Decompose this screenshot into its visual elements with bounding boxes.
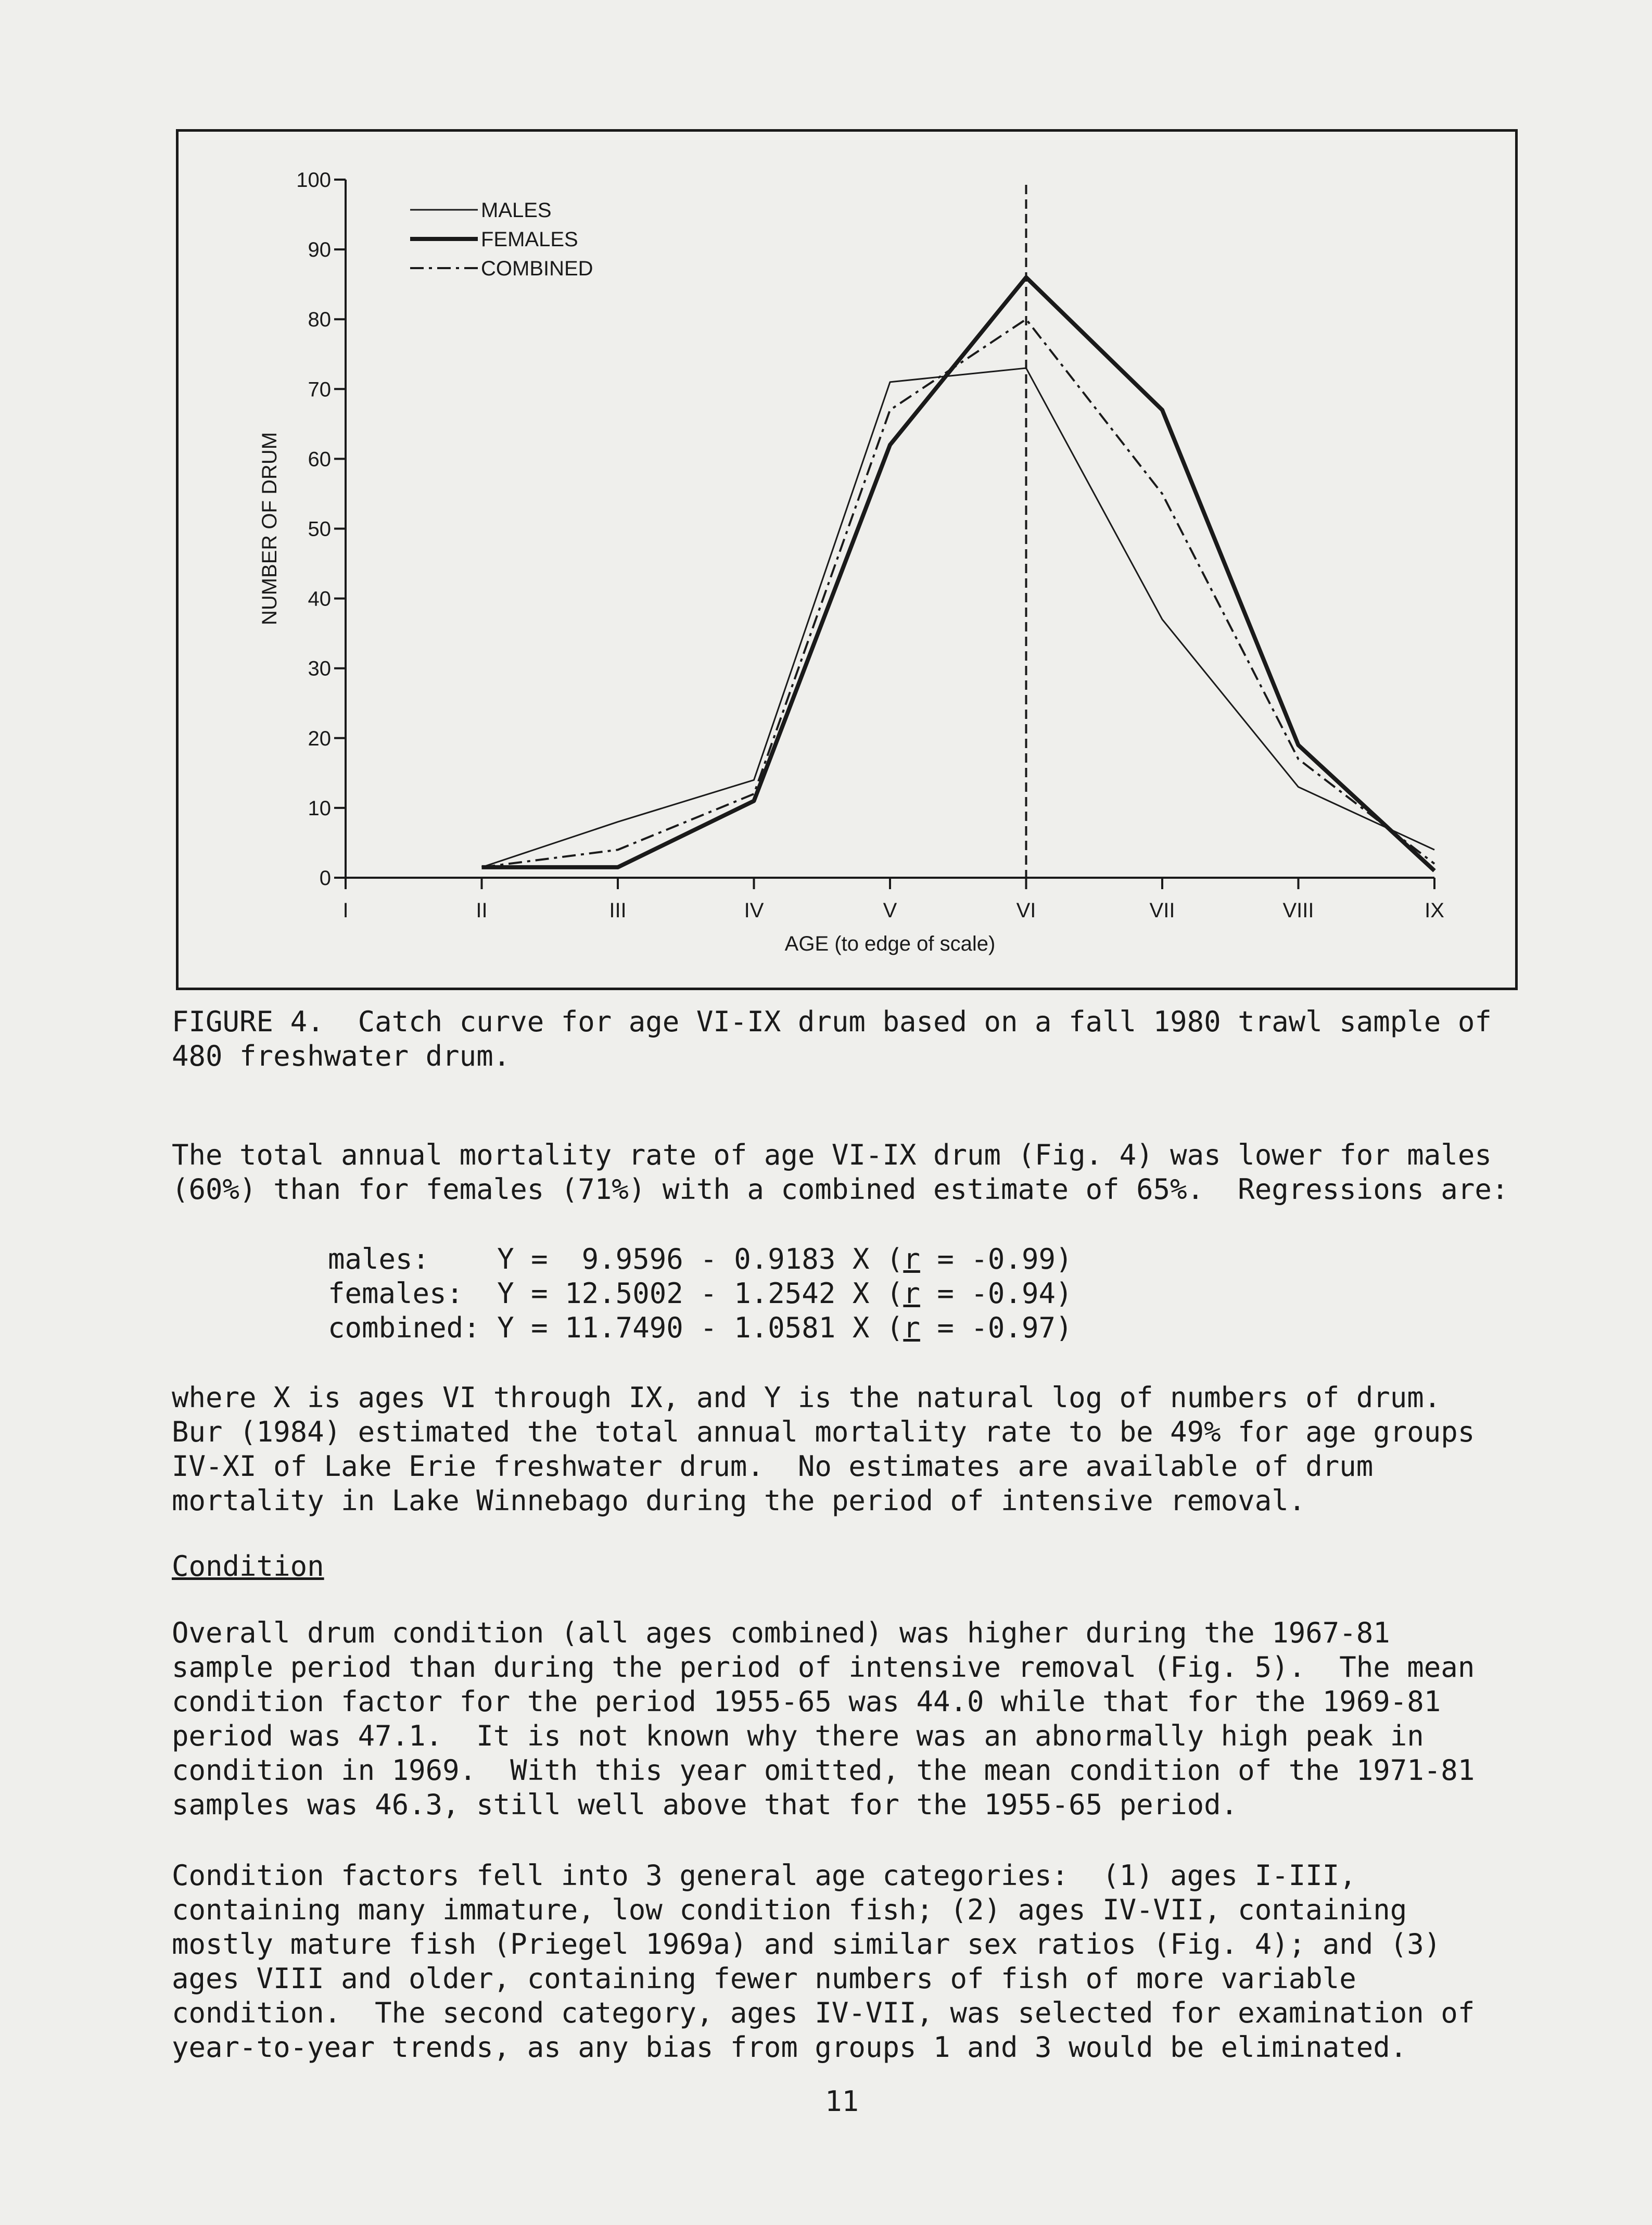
para4-line: year-to-year trends, as any bias from groups 1 and 3 would be eliminated. [172, 2031, 1407, 2064]
equation-label: females: [328, 1277, 498, 1310]
legend-label: FEMALES [481, 228, 578, 251]
caption-line: 480 freshwater drum. [172, 1040, 511, 1072]
equation-row [328, 1242, 1073, 1276]
y-tick-label: 70 [308, 378, 331, 401]
y-tick-label: 100 [296, 169, 331, 192]
equation-r-value: = -0.99) [920, 1243, 1073, 1275]
y-tick-label: 30 [308, 657, 331, 680]
para1-line: (60%) than for females (71%) with a combined estimate of 65%. Regressions are: [172, 1173, 1509, 1206]
x-tick-label: VII [1149, 899, 1175, 922]
regression-equations [328, 1242, 1073, 1345]
equation-r: r [903, 1311, 920, 1344]
equation-body: Y = 9.9596 - 0.9183 X ( [497, 1243, 904, 1275]
equation-r-value: = -0.97) [920, 1311, 1073, 1344]
para3-line: Overall drum condition (all ages combined) was higher during the 1967-81 [172, 1616, 1390, 1649]
para3-line: samples was 46.3, still well above that for the 1955-65 period. [172, 1788, 1238, 1821]
paragraph-mortality [172, 1138, 1508, 1207]
x-tick-label: I [342, 899, 349, 922]
equation-r: r [903, 1277, 920, 1310]
para4-line: condition. The second category, ages IV-VII, was selected for examination of [172, 1996, 1475, 2029]
equation-row [328, 1276, 1073, 1311]
x-tick-label: III [609, 899, 627, 922]
para2-line: where X is ages VI through IX, and Y is the natural log of numbers of drum. [172, 1381, 1441, 1414]
x-tick-label: IX [1425, 899, 1444, 922]
para2-line: mortality in Lake Winnebago during the period of intensive removal. [172, 1484, 1306, 1517]
paragraph-condition [172, 1616, 1475, 1822]
para2-line: Bur (1984) estimated the total annual mortality rate to be 49% for age groups [172, 1415, 1475, 1448]
figure-frame [176, 129, 1518, 990]
equation-body: Y = 11.7490 - 1.0581 X ( [497, 1311, 904, 1344]
section-heading-condition: Condition [172, 1550, 324, 1583]
paragraph-mortality-notes [172, 1381, 1475, 1518]
y-tick-label: 90 [308, 238, 331, 262]
x-tick-label: VIII [1282, 899, 1314, 922]
para4-line: containing many immature, low condition fish; (2) ages IV-VII, containing [172, 1893, 1407, 1926]
figure-caption [172, 1005, 1492, 1073]
legend-label: COMBINED [481, 257, 593, 280]
para4-line: ages VIII and older, containing fewer numbers of fish of more variable [172, 1962, 1356, 1995]
y-axis-label: NUMBER OF DRUM [258, 432, 281, 626]
chart-axes [258, 169, 1444, 955]
y-tick-label: 10 [308, 797, 331, 820]
para4-line: Condition factors fell into 3 general age categories: (1) ages I-III, [172, 1859, 1356, 1892]
equation-body: Y = 12.5002 - 1.2542 X ( [497, 1277, 904, 1310]
para3-line: condition factor for the period 1955-65 was 44.0 while that for the 1969-81 [172, 1685, 1441, 1718]
para1-line: The total annual mortality rate of age VI-IX drum (Fig. 4) was lower for males [172, 1139, 1492, 1171]
equation-r: r [903, 1243, 920, 1275]
x-tick-label: VI [1016, 899, 1036, 922]
y-tick-label: 40 [308, 587, 331, 611]
x-axis-label: AGE (to edge of scale) [784, 932, 996, 955]
y-tick-label: 60 [308, 448, 331, 471]
series-line-combined [482, 319, 1435, 867]
series-line-males [482, 368, 1435, 867]
y-tick-label: 50 [308, 517, 331, 541]
series-lines [481, 277, 1434, 871]
page-number: 11 [825, 2085, 859, 2118]
para3-line: period was 47.1. It is not known why there was an abnormally high peak in [172, 1720, 1424, 1752]
chart-legend [410, 199, 593, 280]
y-tick-label: 0 [319, 867, 331, 890]
para3-line: condition in 1969. With this year omitted, the mean condition of the 1971-81 [172, 1754, 1475, 1787]
legend-label: MALES [481, 199, 552, 222]
para3-line: sample period than during the period of intensive removal (Fig. 5). The mean [172, 1651, 1475, 1684]
x-tick-label: II [476, 899, 488, 922]
para2-line: IV-XI of Lake Erie freshwater drum. No estimates are available of drum [172, 1450, 1374, 1483]
equation-label: males: [328, 1243, 498, 1275]
series-line-females [482, 277, 1435, 871]
equation-label: combined: [328, 1311, 498, 1344]
x-tick-label: V [883, 899, 897, 922]
para4-line: mostly mature fish (Priegel 1969a) and similar sex ratios (Fig. 4); and (3) [172, 1928, 1441, 1961]
y-tick-label: 20 [308, 727, 331, 750]
y-tick-label: 80 [308, 308, 331, 332]
catch-curve-chart [179, 132, 1520, 993]
paragraph-condition-categories [172, 1859, 1475, 2065]
equation-r-value: = -0.94) [920, 1277, 1073, 1310]
x-tick-label: IV [744, 899, 764, 922]
equation-row [328, 1311, 1073, 1345]
caption-line: FIGURE 4. Catch curve for age VI-IX drum based on a fall 1980 trawl sample of [172, 1005, 1492, 1038]
